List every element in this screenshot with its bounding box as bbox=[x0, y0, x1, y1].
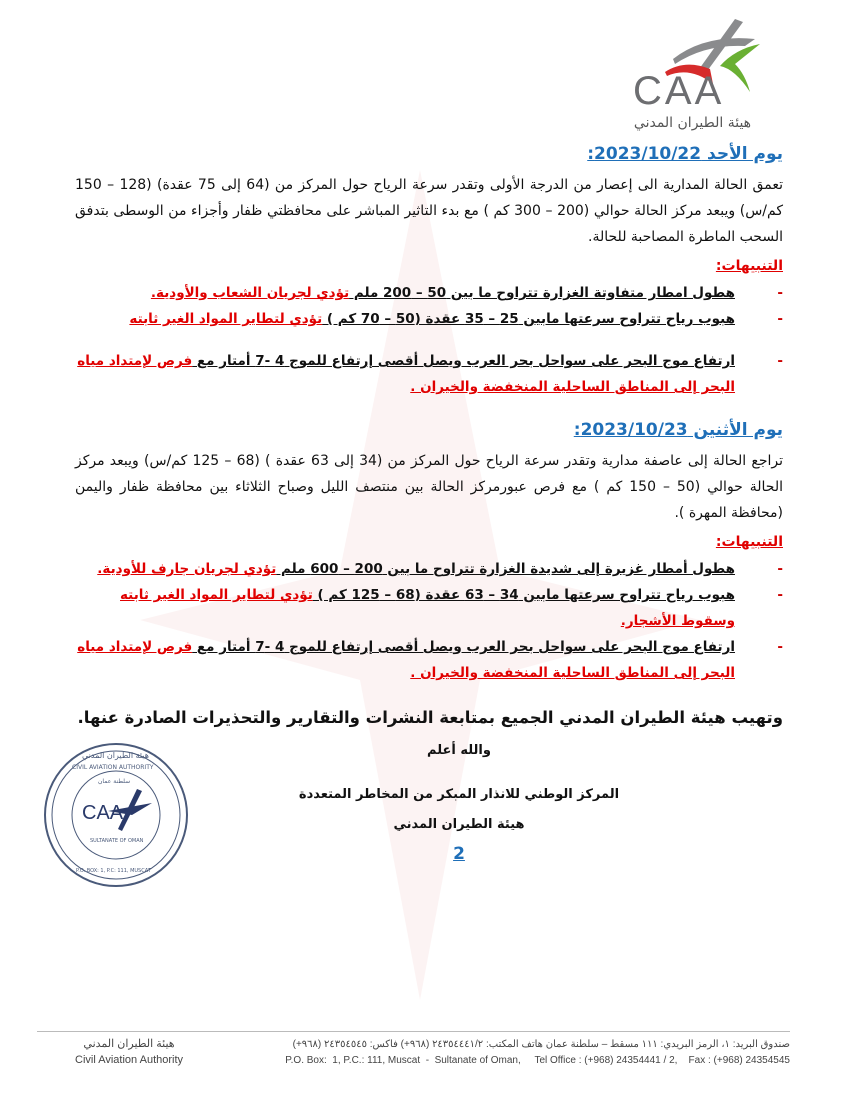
bullet-dash: - bbox=[777, 353, 783, 369]
spacer bbox=[75, 332, 783, 348]
page-number: 2 bbox=[453, 844, 465, 864]
seal-english: CIVIL AVIATION AUTHORITY bbox=[72, 764, 154, 771]
official-seal bbox=[42, 741, 190, 889]
seal-letters: CAA bbox=[82, 802, 124, 824]
footer-org-english: Civil Aviation Authority bbox=[75, 1054, 184, 1066]
bullet-text: هبوب رياح تتراوح سرعتها مابين 34 – 63 عقدة (68 – 125 كم ) bbox=[312, 587, 735, 603]
main-content bbox=[72, 142, 783, 891]
bullet-text: هبوب رياح تتراوح سرعتها مابين 25 – 35 عقدة (50 – 70 كم ) bbox=[322, 311, 735, 327]
bullet-impact: فرص لإمتداد مياه البحر إلى المناطق الساحلية المنخفضة والخيران . bbox=[77, 353, 735, 395]
day1-bullet-1 bbox=[75, 280, 783, 306]
bullet-impact: تؤدي لجريان الشعاب والأودية. bbox=[150, 285, 350, 301]
day1-bullet-3 bbox=[75, 348, 783, 400]
bullet-dash: - bbox=[777, 561, 783, 577]
bullet-text: هطول أمطار غزيرة إلى شديدة الغزارة تتراوح ما بين 200 – 600 ملم bbox=[276, 561, 735, 577]
seal-address: P.O. BOX: 1, P.C: 111, MUSCAT bbox=[76, 868, 151, 874]
center-name: المركز الوطني للانذار المبكر من المخاطر المتعددة bbox=[298, 787, 620, 802]
bullet-text: ارتفاع موج البحر على سواحل بحر العرب ويصل أقصى إرتفاع للموج 4 -7 أمتار مع bbox=[192, 353, 735, 369]
footer-org-arabic: هيئة الطيران المدني bbox=[83, 1038, 175, 1050]
day2-bullet-2 bbox=[75, 582, 783, 634]
caa-logo bbox=[625, 14, 770, 134]
seal-country-en: SULTANATE OF OMAN bbox=[90, 838, 144, 844]
bullet-impact: تؤدي لتطاير المواد الغير ثابته bbox=[129, 311, 323, 327]
logo-letters: CAA bbox=[633, 69, 725, 113]
day2-bullet-1 bbox=[75, 556, 783, 582]
bullet-text: ارتفاع موج البحر على سواحل بحر العرب ويصل أقصى إرتفاع للموج 4 -7 أمتار مع bbox=[192, 639, 735, 655]
day1-warnings-label: التنبيهات: bbox=[715, 258, 783, 274]
bullet-impact: فرص لإمتداد مياه البحر إلى المناطق الساحلية المنخفضة والخيران . bbox=[77, 639, 735, 681]
footer bbox=[37, 1031, 790, 1067]
day2-bullet-3 bbox=[75, 634, 783, 686]
bullet-dash: - bbox=[777, 587, 783, 603]
seal-arabic: هيئة الطيران المدني bbox=[82, 751, 149, 760]
seal-country-ar: سلطنة عمان bbox=[98, 778, 131, 785]
day2-paragraph: تراجع الحالة إلى عاصفة مدارية وتقدر سرعة الرياح حول المركز من (34 إلى 63 عقدة ) (68 – 125 كم/س) ويبعد مركز الحالة حوالي (50 – 150 كم ) مع فرص عبورمركز الحالة بين منتصف الليل وصباح الثلاثاء بين محافظة ظفار واليمن (محافظة المهرة ). bbox=[75, 453, 783, 521]
allah-knows: والله أعلم bbox=[427, 743, 491, 758]
footer-english-address: P.O. Box: 1, P.C.: 111, Muscat - Sultanate of Oman, Tel Office : (+968) 24354441 / 2, Fax : (+968) 24354545 bbox=[285, 1055, 790, 1066]
bullet-text: هطول امطار متفاوتة الغزارة تتراوح ما بين 50 – 200 ملم bbox=[349, 285, 735, 301]
bullet-impact: تؤدي لجريان جارف للأودية. bbox=[97, 561, 277, 577]
bullet-dash: - bbox=[777, 285, 783, 301]
day2-heading: يوم الأثنين 2023/10/23: bbox=[573, 420, 783, 440]
day2-warnings-label: التنبيهات: bbox=[715, 534, 783, 550]
bullet-dash: - bbox=[777, 311, 783, 327]
signoff-block bbox=[72, 741, 783, 891]
logo-arabic-name: هيئة الطيران المدني bbox=[633, 115, 752, 131]
day1-paragraph: تعمق الحالة المدارية الى إعصار من الدرجة الأولى وتقدر سرعة الرياح حول المركز من (64 إلى 75 عقدة) (128 – 150 كم/س) ويبعد مركز الحالة حوالي (200 – 300 كم ) مع بدء التاثير المباشر على محافظتي ظفار وأجزاء من الوسطى بتدفق السحب الماطرة المصاحبة للحالة. bbox=[75, 177, 783, 245]
closing-statement: وتهيب هيئة الطيران المدني الجميع بمتابعة النشرات والتقارير والتحذيرات الصادرة عنها. bbox=[77, 708, 783, 727]
day1-heading: يوم الأحد 2023/10/22: bbox=[587, 144, 783, 164]
authority-name: هيئة الطيران المدني bbox=[393, 817, 525, 832]
footer-arabic-address: صندوق البريد: ١، الرمز البريدي: ١١١ مسقط – سلطنة عمان هاتف المكتب: ٢٤٣٥٤٤٤١/٢ (٩٦٨+) فاكس: ٢٤٣٥٤٥٤٥ (٩٦٨+) bbox=[292, 1039, 790, 1050]
bullet-impact: تؤدي لتطاير المواد الغير ثابته وسقوط الأشجار. bbox=[120, 587, 735, 629]
bullet-dash: - bbox=[777, 639, 783, 655]
day1-bullet-2 bbox=[75, 306, 783, 332]
